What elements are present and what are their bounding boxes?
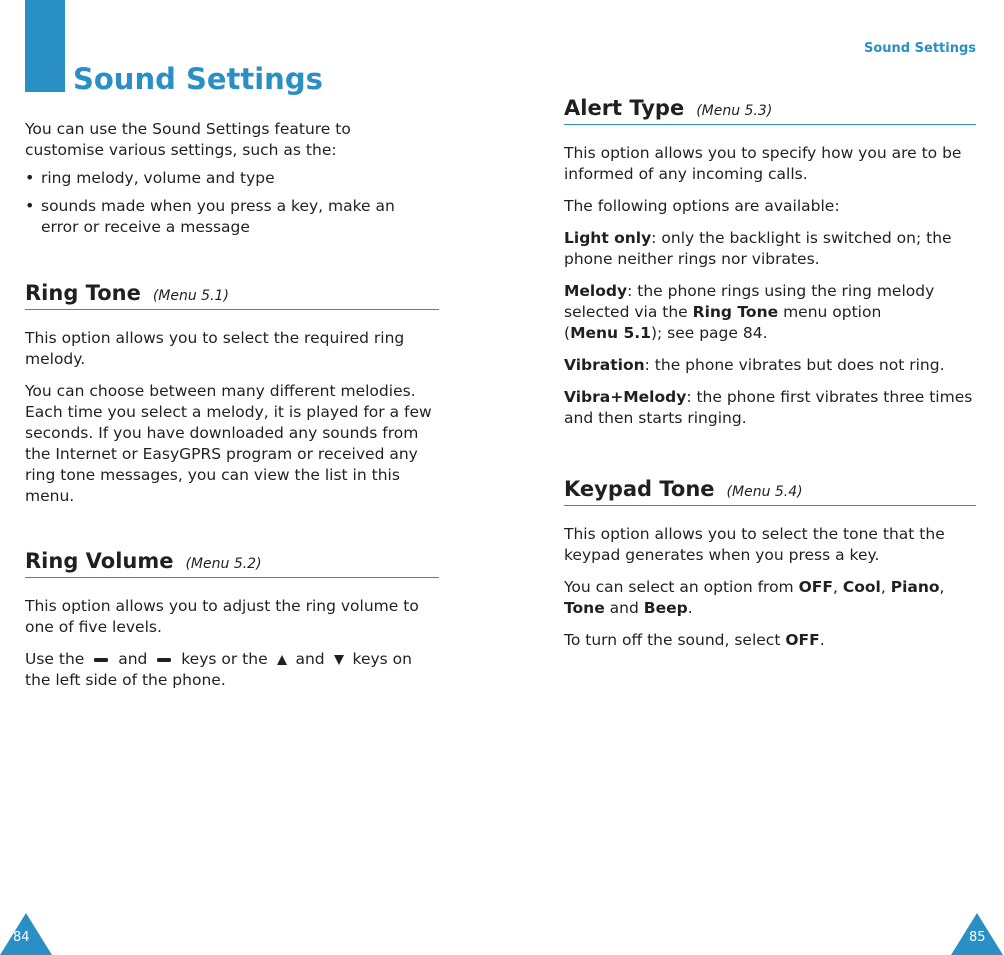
term: Beep [643, 599, 688, 617]
section-heading-ring-volume [25, 548, 262, 577]
paragraph: This option allows you to adjust the ring volume to one of five levels. [25, 597, 419, 636]
text-run: ); see page 84. [650, 324, 768, 342]
paragraph [564, 630, 976, 651]
volume-key-icon [155, 655, 173, 665]
chapter-tab-bar [25, 0, 65, 92]
text-run: and [609, 599, 639, 617]
text-run: You can select an option from [564, 578, 794, 596]
text-run: keys on the left side of the phone. [25, 650, 412, 689]
text-run: . [687, 599, 693, 617]
text-run: ( [564, 324, 571, 342]
keypad-tone-body [564, 524, 976, 651]
page-number: 85 [969, 930, 986, 945]
list-item [25, 168, 425, 189]
right-page [500, 0, 1004, 955]
term: Ring Tone [692, 303, 779, 321]
menu-ref: (Menu 5.2) [185, 556, 262, 572]
volume-key-icon [92, 655, 110, 665]
term: OFF [785, 631, 820, 649]
list-item [25, 196, 425, 238]
bullet-text: sounds made when you press a key, make an error or receive a message [41, 197, 395, 236]
option-vibra-melody [564, 387, 976, 429]
bullet-icon: • [25, 196, 35, 215]
ring-tone-body [25, 328, 439, 507]
text-run: : only the backlight is switched on; the phone neither rings nor vibrates. [564, 229, 952, 268]
text-run: . [819, 631, 825, 649]
section-heading-ring-tone [25, 280, 229, 309]
text-run: , [939, 578, 945, 596]
chapter-title: Sound Settings [73, 62, 323, 96]
text-run: To turn off the sound, select [564, 631, 781, 649]
paragraph: This option allows you to select the required ring melody. [25, 329, 405, 368]
paragraph: This option allows you to select the tone that the keypad generates when you press a key. [564, 525, 945, 564]
text-run: menu option [783, 303, 882, 321]
term: Vibra+Melody [564, 388, 687, 406]
page-number: 84 [13, 930, 30, 945]
paragraph [25, 649, 439, 691]
paragraph [564, 577, 976, 619]
section-title: Alert Type [564, 96, 685, 120]
intro-text: You can use the Sound Settings feature to customise various settings, such as the: [25, 120, 351, 159]
text-run: , [880, 578, 886, 596]
section-title: Keypad Tone [564, 477, 715, 501]
section-rule [25, 309, 439, 310]
down-arrow-icon [333, 654, 345, 666]
term: Melody [564, 282, 628, 300]
section-title: Ring Volume [25, 549, 174, 573]
text-run: and [295, 650, 325, 668]
left-page [0, 0, 470, 955]
text-run: , [832, 578, 838, 596]
menu-ref: (Menu 5.4) [726, 484, 803, 500]
text-run: : the phone rings using the ring melody selected via the [564, 282, 935, 321]
option-light-only [564, 228, 976, 270]
paragraph: You can choose between many different melodies. Each time you select a melody, it is played for a few seconds. If you have downloaded any sounds from the Internet or EasyGPRS program or received any ring tone messages, you can view the list in this menu. [25, 382, 432, 505]
section-rule [564, 124, 976, 125]
text-run: : the phone vibrates but does not ring. [644, 356, 945, 374]
text-run: and [118, 650, 148, 668]
menu-ref: (Menu 5.1) [152, 288, 229, 304]
intro-block [25, 119, 425, 238]
term: Menu 5.1 [570, 324, 651, 342]
bullet-icon: • [25, 168, 35, 187]
bullet-text: ring melody, volume and type [41, 169, 275, 187]
section-heading-keypad-tone [564, 476, 803, 505]
term: Vibration [564, 356, 645, 374]
option-melody [564, 281, 976, 344]
up-arrow-icon [276, 654, 288, 666]
text-run: : the phone first vibrates three times and then starts ringing. [564, 388, 973, 427]
section-rule [564, 505, 976, 506]
paragraph: The following options are available: [564, 197, 840, 215]
term: Tone [564, 599, 605, 617]
term: Piano [890, 578, 940, 596]
option-vibration [564, 355, 976, 376]
section-rule [25, 577, 439, 578]
section-heading-alert-type [564, 95, 772, 124]
term: Light only [564, 229, 652, 247]
running-header: Sound Settings [864, 41, 976, 56]
paragraph: This option allows you to specify how you are to be informed of any incoming calls. [564, 144, 962, 183]
term: Cool [842, 578, 881, 596]
term: OFF [798, 578, 833, 596]
text-run: Use the [25, 650, 85, 668]
section-title: Ring Tone [25, 281, 141, 305]
ring-volume-body [25, 596, 439, 691]
text-run: keys or the [181, 650, 268, 668]
menu-ref: (Menu 5.3) [696, 103, 773, 119]
alert-type-body [564, 143, 976, 429]
